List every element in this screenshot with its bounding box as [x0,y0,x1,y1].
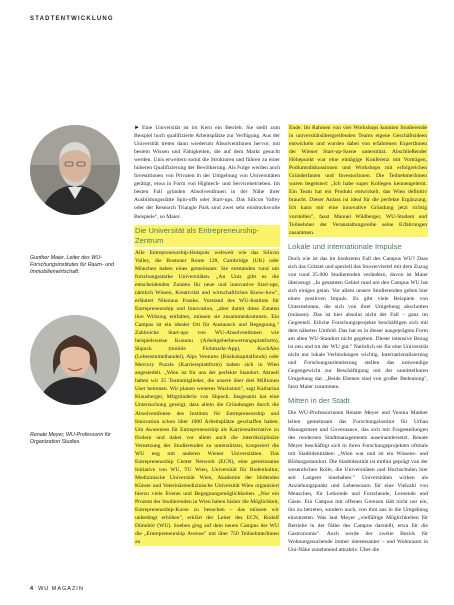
portrait-maier [30,125,120,215]
intro-text: Eine Universität ist im Kern ein Betrieb. Sie stellt zum Beispiel hoch qualifizierte Arbeitsplätze zur Verfügung. Aus der Universität treten dann wiederum AbsolventInnen hervor, mit bestem Wissen und Fähigkeiten, die auf dem Markt gesucht werden. Unis erweitern somit die Strukturen und führen zu einer höheren Qualifizierung der Bevölkerung. Als Folge werden auch Investitionen von Privaten in der Umgebung von Universitäten getätigt, etwa in Form von Hightech- und Servicebetrieben. Im besten Fall gründen AbsolventInnen in der Nähe ihrer Ausbildungsstätte Spin-offs oder Start-ups. Das Silicon Valley oder der Research Triangle Park sind zwei sehr eindrucksvolle Beispiele", so Maier. [134,125,280,220]
page-number: 4 [30,586,35,592]
subheading-city: Mitten in der Stadt [288,396,350,406]
intro-arrow-icon: ► [134,125,140,131]
caption-maier: Gunther Maier, Leiter des WU-Forschungsinstitutes für Raum- und Immobilienwirtschaft. [30,255,114,276]
article-column-right [288,124,428,554]
highlighted-paragraph-continued: Ende. Im Rahmen von vier Workshops konnten Studierende in universitätsübergreifenden Teams eigene Geschäftsideen entwickeln und wurden dabei von erfahrenen ExpertInnen der Wiener Start-up-Szene unterstützt. Abschließender Höhepunkt war eine eintägige Konferenz mit Vorträgen, Podiumsdiskussionen und Workshops mit erfolgreichen GründerInnen und InvestorInnen. Die TeilnehmerInnen waren begeistert: „Ich habe super Kollegen kennengelernt. Ein Team hat ein Produkt entwickelt, das Wien definitiv braucht. Dieser Anlass ist ideal für die perfekte Ergänzung. Ich kann mir eine innovative Gründung jetzt richtig vorstellen", fasst Manuel Wildberger, WU-Student und Teilnehmer der Veranstaltungsreihe seine Erfahrungen zusammen. [289,125,427,236]
paragraph-city: Die WU-Professorinnen Renate Meyer und Verena Madner leiten gemeinsam das Forschungsinstitut für Urban Management und Governance, das sich mit Fragestellungen des modernen Stadtmanagements auseinandersetzt. Renate Meyer beschäftigt sich in ihren Forschungsprojekten oftmals mit Stadtidentitäten: „Wien war und ist ein Wissens- und Bildungsstandort. Die Stadtidentität ist mithin geprägt von der wesentlichen Rolle, die Universitäten und Hochschulen hier seit Langem innehaben." Universitäten wirken als Anziehungspunkt und Lebensraum für eine Vielzahl von Menschen, für Lehrende und Forschende, Lernende und Gäste. Ein Campus mit offenen Grenzen lädt nicht nur ein, ihn zu betreten, sondern auch, von ihm aus in die Umgebung einzutreten. Was laut Meyer „vielfältige Möglichkeiten für Betriebe in der Nähe des Campus darstellt, etwa für die Gastronomie". Auch werde der zweite Bezirk für Wohnungssuchende immer interessanter – und Wohnraum in Uni-Nähe zunehmend attraktiv. Über die [288,410,428,554]
intro-paragraph [134,124,280,221]
portrait-meyer [30,315,120,405]
subheading-impulse: Lokale und internationale Impulse [288,241,402,251]
magazine-name: WU MAGAZIN [38,586,84,592]
article-column-middle [134,124,280,546]
caption-meyer: Renate Meyer, WU-Professorin für Organization Studies. [30,432,111,446]
section-label: STADTENTWICKLUNG [30,16,114,22]
highlighted-paragraph: Alle Entrepreneurship-Hotspots weltweit wie das Silicon Valley, die Bostoner Route 128, Cambridge (UK) oder München haben eines gemeinsam: Sie entstanden rund um forschungsstarke Universitäten. „An Unis gibt es die entscheidenden Zutaten für neue und innovative Start-ups, nämlich Wissen, Kreativität und wirtschaftliches Know-how", erläutert Nikolaus Franke, Vorstand des WU-Instituts für Entrepreneurship und Innovation, „aber damit diese Zutaten ihre Wirkung entfalten, müssen sie zusammenkommen. Ein Campus ist ein idealer Ort für Austausch und Begegnung." Zahlreiche Start-ups von WU-AbsolventInnen wie beispielsweise Kununu (Arbeitgeberbewertungsplattform), Shpock (mobile Flohmarkt-App), KochAbo (Lebensmittelhandel), Alps Ventures (Risikokapitalfonds) oder Mercury Puzzle (Karriereplattform) haben sich in Wien angesiedelt. „Wien ist für uns der perfekte Standort. Aktuell haben wir 25 Teammitglieder, die unsere über drei Millionen User betreuen. Wir planen weiteres Wachstum", sagt Katharina Klausberger, Mitgründerin von Shpock. Insgesamt hat eine Untersuchung gezeigt, dass allein die Gründungen durch die AbsolventInnen des Instituts für Entrepreneurship und Innovation schon über 1000 Arbeitsplätze geschaffen haben. Um Awareness für Entrepreneurship als Karrierealternative zu fördern und dabei vor allem auch die interdisziplinäre Vernetzung der Studierenden zu unterstützen, kooperiert die WU eng mit anderen Wiener Universitäten. Das Entrepreneurship Center Network (ECN), eine gemeinsame Initiative von WU, TU Wien, Universität für Bodenkultur, Medizinische Universität Wien, Akademie der bildenden Künste und Veterinärmedizinische Universität Wien organisiert hierzu viele Events und Begegnungsmöglichkeiten. „Nur ein Prozent der Studierenden in Wien haben bisher die Möglichkeit, Entrepreneurship-Kurse zu besuchen – das müssen wir unbedingt erhöhen", erklärt der Leiter des ECN, Rudolf Dömötör (WU). Soeben ging auf dem neuen Campus der WU die „Entrepreneurship Avenue" mit über 750 TeilnehmerInnen zu [135,249,279,546]
subheading-entrepreneurship: Die Universität als Entrepreneurship-Zentrum [134,225,280,247]
page-footer [30,586,84,592]
paragraph-impulse: Doch wie ist das im konkreten Fall des Campus WU? Dass sich das Grätzel und speziell das Stuwerviertel mit dem Zuzug von rund 25.000 Studierenden verändern, davon ist Maier überzeugt: „In gesamten Gebiet rund um den Campus WU hat sich einiges getan. Vor allem unsere Studierenden geben hier einen positiven Impuls. Es gibt viele Beispiele von Unternehmen, die sich von ihrer Umgebung abschotten (müssen). Das ist hier absolut nicht der Fall – ganz im Gegenteil. Etliche Forschungsprojekte beschäftigen sich mit dem näheren Umfeld. Das hat es in dieser ausgeprägten Form am alten WU-Standort nicht gegeben. Dieser intensive Bezug ist neu und tut der WU gut." Natürlich sei für eine Universität nicht nur lokale Verbindungen wichtig. Internationalisierung und Forschungsorientierung stellen das notwendige Gegengewicht zur Beschäftigung mit der unmittelbaren Umgebung dar. „Beide Ebenen sind von großer Bedeutung", fasst Maier zusammen. [288,255,428,391]
